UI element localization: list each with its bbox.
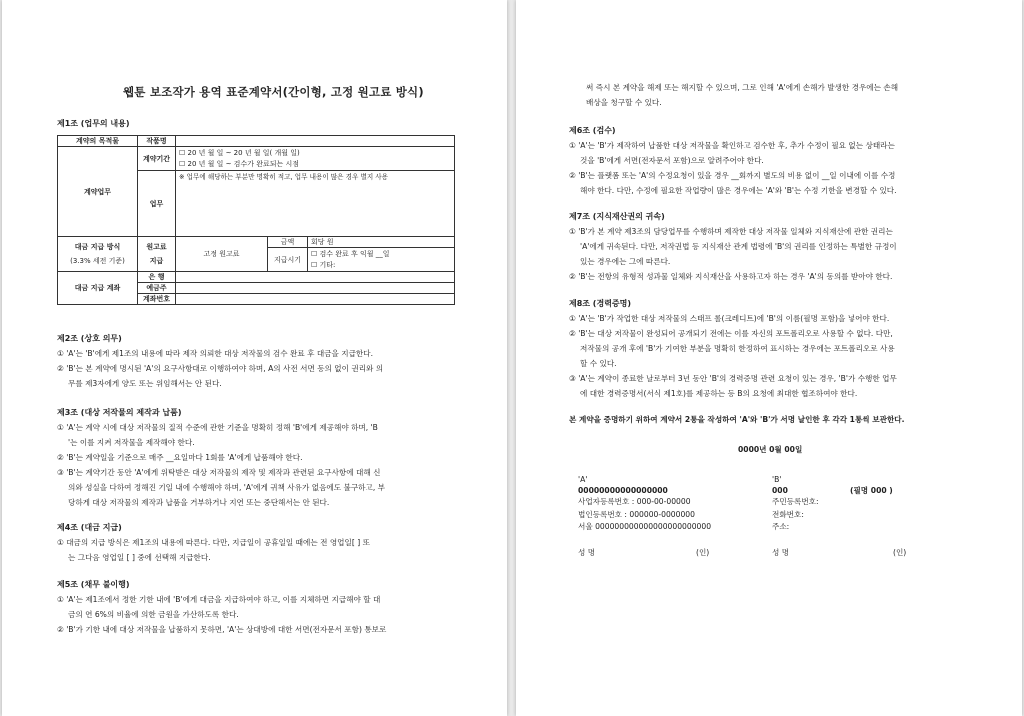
article-4-line: 는 그다음 영업일 [ ] 중에 선택해 지급한다. <box>68 553 211 562</box>
article-2-heading: 제2조 (상호 의무) <box>57 334 122 343</box>
duty-label: 업무 <box>138 171 176 237</box>
article-3-line: ② 'B'는 계약일을 기준으로 매주 __요일마다 1회를 'A'에게 납품해야 한다. <box>57 453 303 462</box>
fee-label-2: 지급 <box>149 257 164 265</box>
article-5-line: 금의 연 6%의 비율에 의한 금원을 가산하도록 한다. <box>68 610 239 619</box>
document-page-2 <box>516 0 1022 716</box>
article-2-line: ② 'B'는 본 계약에 명시된 'A'의 요구사항대로 이행하여야 하며, A의 사전 서면 동의 없이 권리와 의 <box>57 364 384 373</box>
duty-note: ※ 업무에 해당하는 부분만 명확히 적고, 업무 내용이 많은 경우 별지 사용 <box>176 171 455 237</box>
article-3-line: ① 'A'는 계약 시에 대상 저작물의 질적 수준에 관한 기준을 명확히 정해 'B'에게 제공해야 하며, 'B <box>57 423 378 432</box>
party-b-pen-name: (필명 000 ) <box>850 486 893 495</box>
article-7-line: 있는 경우에는 그에 따른다. <box>580 257 671 266</box>
article-8-heading: 제8조 (경력증명) <box>569 299 632 308</box>
holder-cell[interactable] <box>176 283 455 294</box>
timing-label: 지급시기 <box>268 248 308 272</box>
period-option-1[interactable]: ☐ 20 년 월 일 ~ 20 년 월 일( 개월 일) <box>179 148 300 157</box>
contract-date: 0000년 0월 00일 <box>738 445 803 454</box>
article-1-heading: 제1조 (업무의 내용) <box>57 119 130 128</box>
article-3-line: ③ 'B'는 계약기간 동안 'A'에게 위탁받은 대상 저작물의 제작 및 제작과 관련된 요구사항에 대해 신 <box>57 468 381 477</box>
article-6-line: ② 'B'는 플랫폼 또는 'A'의 수정요청이 있을 경우 __회까지 별도의 비용 없이 __일 이내에 이를 수정 <box>569 171 896 180</box>
party-b-phone: 전화번호: <box>772 510 804 519</box>
article-8-line: ③ 'A'는 계약이 종료한 날로부터 3년 동안 'B'의 경력증명 관련 요청이 있는 경우, 'B'가 수행한 업무 <box>569 374 897 383</box>
article-8-line: ② 'B'는 대상 저작물이 완성되어 공개되기 전에는 이를 자신의 포트폴리오로 사용할 수 없다. 다만, <box>569 329 893 338</box>
article-5-line: ② 'B'가 기한 내에 대상 저작물을 납품하지 못하면, 'A'는 상대방에 대한 서면(전자문서 포함) 통보로 <box>57 625 387 634</box>
acct-no-label: 계좌번호 <box>138 294 176 305</box>
party-b-resident-no: 주민등록번호: <box>772 497 819 506</box>
work-name-cell[interactable] <box>176 136 455 147</box>
article-8-line: 에 대한 경력증명서(서식 제1호)를 제공하는 등 B의 요청에 최대한 협조하여야 한다. <box>580 389 858 398</box>
party-a-address: 서울 000000000000000000000000 <box>578 522 712 531</box>
article-4-line: ① 대금의 지급 방식은 제1조의 내용에 따른다. 다만, 지급일이 공휴일일 때에는 전 영업일[ ] 또 <box>57 538 370 547</box>
fee-label: 원고료 <box>146 243 167 251</box>
document-title: 웹툰 보조작가 용역 표준계약서(간이형, 고정 원고료 방식) <box>123 85 424 99</box>
purpose-label: 계약의 목적물 <box>58 136 138 147</box>
closing-statement: 본 계약을 증명하기 위하여 계약서 2통을 작성하여 'A'와 'B'가 서명 날인한 후 각각 1통씩 보관한다. <box>569 415 905 424</box>
amount-label: 금액 <box>268 237 308 248</box>
bank-cell[interactable] <box>176 272 455 283</box>
party-a-corp-no: 법인등록번호 : 000000-0000000 <box>578 510 695 519</box>
article-5-heading: 제5조 (채무 불이행) <box>57 580 130 589</box>
timing-option-1[interactable]: ☐ 검수 완료 후 익월 __일 <box>311 249 390 258</box>
party-a-name: 00000000000000000 <box>578 486 668 495</box>
document-page-1 <box>2 0 507 716</box>
article-2-line: ① 'A'는 'B'에게 제1조의 내용에 따라 제작 의뢰한 대상 저작물의 검수 완료 후 대금을 지급한다. <box>57 349 374 358</box>
fee-label-cell <box>138 237 176 272</box>
work-name-label: 작품명 <box>138 136 176 147</box>
contract-info-table <box>57 135 455 305</box>
party-a-biz-no: 사업자등록번호 : 000-00-00000 <box>578 497 691 506</box>
article-3-heading: 제3조 (대상 저작물의 제작과 납품) <box>57 408 182 417</box>
party-b-sign-label: 성 명 <box>772 548 790 557</box>
continued-line: 배상을 청구할 수 있다. <box>586 98 662 107</box>
pay-method-label: 대금 지급 방식 <box>74 243 121 251</box>
pay-method-cell <box>58 237 138 272</box>
article-5-line: ① 'A'는 제1조에서 정한 기한 내에 'B'에게 대금을 지급하여야 하고, 이를 지체하면 지급해야 할 대 <box>57 595 381 604</box>
holder-label: 예금주 <box>138 283 176 294</box>
party-b-name: 000 <box>772 486 788 495</box>
bank-label: 은 행 <box>138 272 176 283</box>
article-3-line: 의와 성실을 다하여 정해진 기일 내에 수행해야 하며, 'A'에게 귀책 사유가 없음에도 불구하고, 부 <box>68 483 385 492</box>
article-6-heading: 제6조 (검수) <box>569 126 616 135</box>
amount-value[interactable]: 회당 원 <box>308 237 455 248</box>
period-cell[interactable] <box>176 147 455 171</box>
article-8-line: 할 수 있다. <box>580 359 617 368</box>
pay-method-sub: (3.3% 세전 기준) <box>70 257 125 265</box>
period-option-2[interactable]: ☐ 20 년 월 일 ~ 검수가 완료되는 시점 <box>179 159 299 168</box>
article-8-line: 저작물의 공개 후에 'B'가 기여한 부분을 명확히 한정하여 표시하는 경우에는 포트폴리오로 사용 <box>580 344 895 353</box>
article-6-line: 것을 'B'에게 서면(전자문서 포함)으로 알려주어야 한다. <box>580 156 764 165</box>
party-a-sign-label: 성 명 <box>578 548 596 557</box>
party-b-address: 주소: <box>772 522 790 531</box>
article-4-heading: 제4조 (대금 지급) <box>57 523 122 532</box>
period-label: 계약기간 <box>138 147 176 171</box>
continued-line: 써 즉시 본 계약을 해제 또는 해지할 수 있으며, 그로 인해 'A'에게 손해가 발생한 경우에는 손해 <box>586 83 899 92</box>
article-8-line: ① 'A'는 'B'가 작업한 대상 저작물의 스태프 롤(크레디트)에 'B'의 이름(필명 포함)을 넣어야 한다. <box>569 314 890 323</box>
article-2-line: 무를 제3자에게 양도 또는 위임해서는 안 된다. <box>68 379 222 388</box>
party-a-label: 'A' <box>578 475 588 484</box>
article-7-heading: 제7조 (지식재산권의 귀속) <box>569 212 665 221</box>
party-b-seal[interactable]: (인) <box>893 548 907 557</box>
party-a-seal[interactable]: (인) <box>696 548 710 557</box>
account-label: 대금 지급 계좌 <box>58 272 138 305</box>
article-7-line: ② 'B'는 전항의 유형적 성과물 일체와 지식재산을 사용하고자 하는 경우 'A'의 동의를 받아야 한다. <box>569 272 893 281</box>
article-3-line: '는 이를 지켜 저작물을 제작해야 한다. <box>68 438 195 447</box>
article-7-line: ① 'B'가 본 계약 제3조의 담당업무를 수행하며 제작한 대상 저작물 일체와 지식재산에 관한 권리는 <box>569 227 893 236</box>
task-label: 계약업무 <box>58 147 138 237</box>
article-7-line: 'A'에게 귀속된다. 다만, 저작권법 등 지식재산 관계 법령에 'B'의 권리를 인정하는 특별한 규정이 <box>580 242 897 251</box>
article-6-line: 해야 한다. 다만, 수정에 필요한 작업량이 많은 경우에는 'A'와 'B'는 수정 기한을 변경할 수 있다. <box>580 186 897 195</box>
party-b-label: 'B' <box>772 475 782 484</box>
article-3-line: 당하게 대상 저작물의 제작과 납품을 거부하거나 지연 또는 중단해서는 안 된다. <box>68 498 330 507</box>
fixed-fee: 고정 원고료 <box>176 237 268 272</box>
article-6-line: ① 'A'는 'B'가 제작하여 납품한 대상 저작물을 확인하고 검수한 후, 추가 수정이 필요 없는 상태라는 <box>569 141 895 150</box>
timing-option-2[interactable]: ☐ 기타: <box>311 260 336 269</box>
timing-cell[interactable] <box>308 248 455 272</box>
acct-no-cell[interactable] <box>176 294 455 305</box>
